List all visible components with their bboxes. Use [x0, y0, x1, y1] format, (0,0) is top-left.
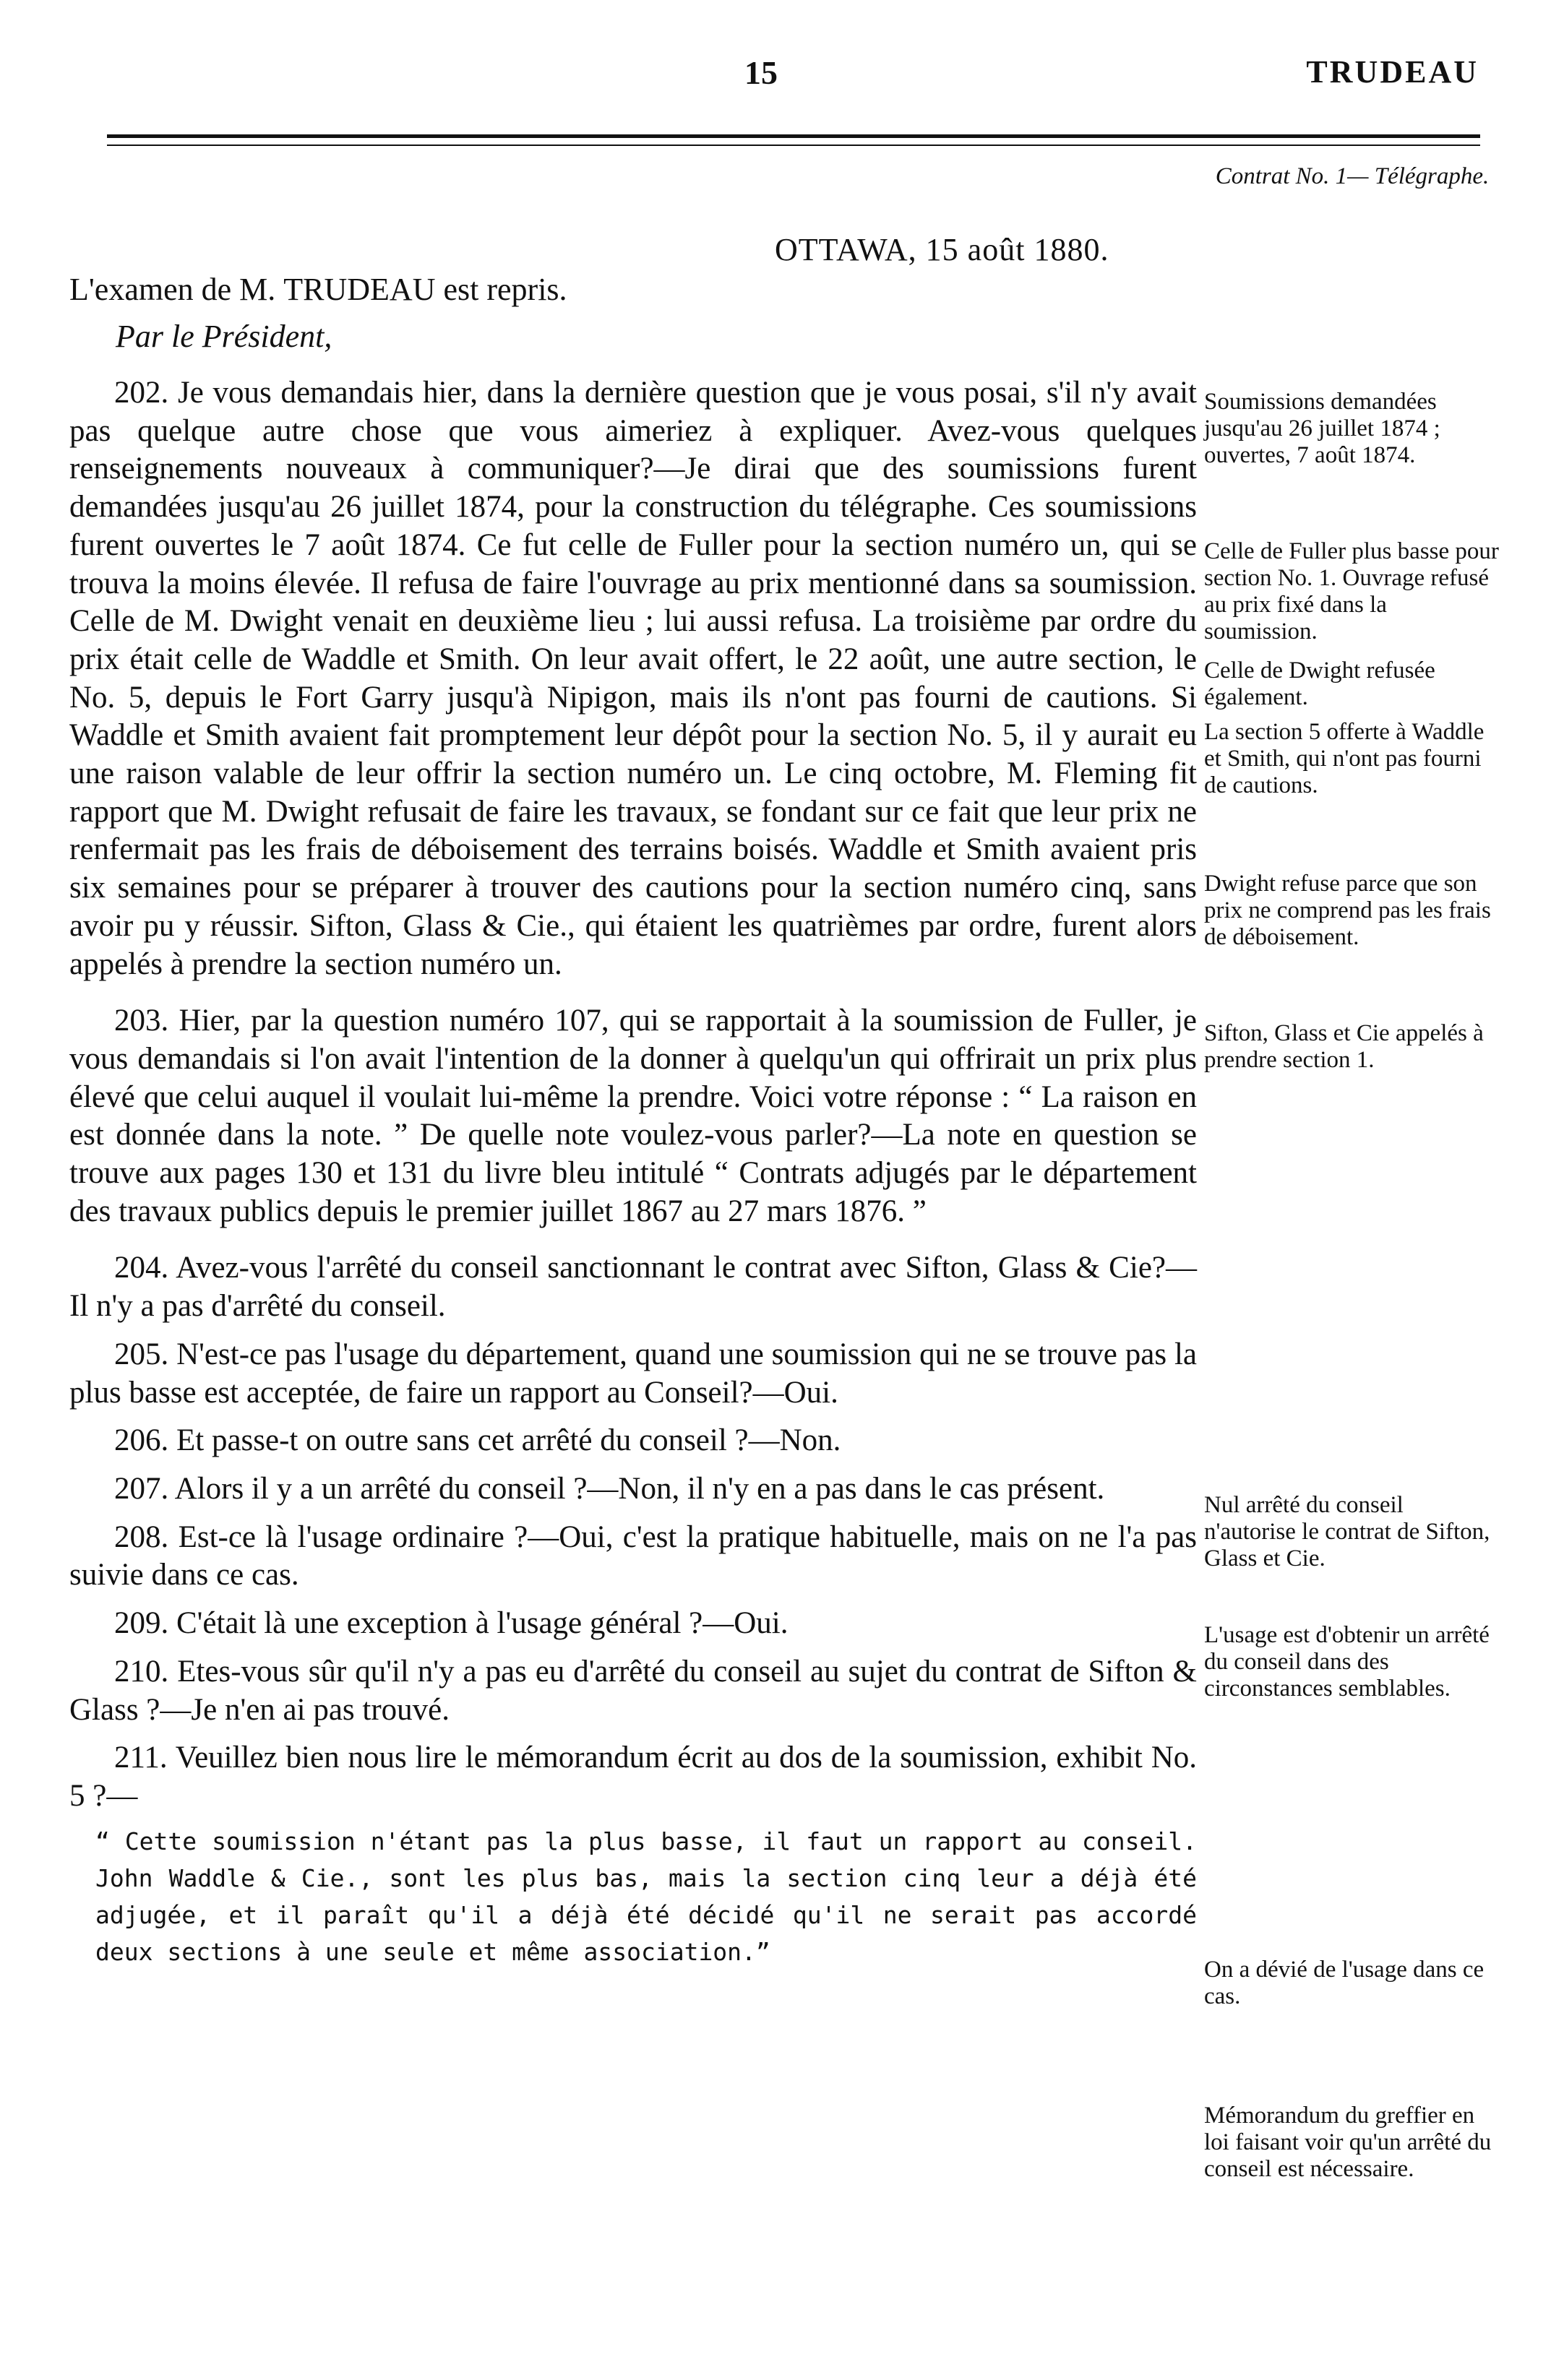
margin-note-usage: L'usage est d'obtenir un arrêté du conseil dans des circonstances semblables. — [1204, 1622, 1490, 1702]
paragraph-205 — [69, 1336, 1197, 1412]
paragraph-text: Alors il y a un arrêté du conseil ?—Non, il n'y en a pas dans le cas présent. — [174, 1471, 1105, 1506]
paragraph-number: 211. — [114, 1741, 168, 1775]
margin-note-soumissions: Soumissions demandées jusqu'au 26 juillet 1874 ; ouvertes, 7 août 1874. — [1204, 389, 1440, 468]
page-header — [0, 53, 1551, 104]
margin-note-contract: Contrat No. 1— Télégraphe. — [1215, 163, 1490, 189]
paragraph-206 — [69, 1422, 1197, 1460]
resume-name: TRUDEAU — [283, 272, 436, 307]
paragraph-204 — [69, 1249, 1197, 1325]
paragraph-208 — [69, 1519, 1197, 1595]
paragraph-number: 203. — [114, 1004, 169, 1038]
date-line: OTTAWA, 15 août 1880. — [775, 232, 1109, 267]
paragraph-number: 202. — [114, 376, 169, 410]
resume-prefix: L'examen de M. — [69, 272, 284, 307]
paragraph-text: Est-ce là l'usage ordinaire ?—Oui, c'est la pratique habituelle, mais on ne l'a pas suivie dans ce cas. — [69, 1519, 1197, 1592]
margin-note-devie: On a dévié de l'usage dans ce cas. — [1204, 1957, 1485, 2009]
resume-suffix: est repris. — [435, 272, 567, 307]
president-line: Par le Président, — [116, 319, 332, 354]
paragraph-number: 209. — [114, 1606, 169, 1641]
header-rule-thin — [107, 145, 1480, 146]
paragraph-number: 210. — [114, 1654, 169, 1689]
page-number: 15 — [744, 54, 778, 91]
paragraph-number: 207. — [114, 1471, 169, 1506]
header-rule-thick — [107, 134, 1480, 138]
paragraph-211 — [69, 1739, 1197, 1815]
margin-note-dwight: Celle de Dwight refusée également. — [1204, 657, 1435, 710]
paragraph-number: 205. — [114, 1337, 169, 1371]
paragraph-text: Hier, par la question numéro 107, qui se rapportait à la soumission de Fuller, je vous demandais si l'on avait l'intention de la donner à quelqu'un qui offrirait un prix plus élevé que celui auquel il voulait lui-même la prendre. Voici votre réponse : “ La raison en est donnée dans la note. ” De quelle note voulez-vous parler?—La note en question se trouve aux pages 130 et 131 du livre bleu intitulé “ Contrats adjugés par le département des travaux publics depuis le premier juillet 1867 au 27 mars 1876. ” — [69, 1004, 1198, 1228]
margin-note-nul-arrete: Nul arrêté du conseil n'autorise le contrat de Sifton, Glass et Cie. — [1204, 1492, 1490, 1571]
memorandum-quote: “ Cette soumission n'étant pas la plus basse, il faut un rapport au conseil. John Waddle & Cie., sont les plus bas, mais la section cinq leur a déjà été adjugée, et il paraît qu'il a déjà été décidé qu'il ne serait pas accordé deux sections à une seule et même association.” — [95, 1827, 1197, 1966]
paragraph-text: Veuillez bien nous lire le mémorandum écrit au dos de la soumission, exhibit No. 5 ?— — [69, 1741, 1197, 1813]
paragraph-text: Et passe-t on outre sans cet arrêté du conseil ?—Non. — [176, 1423, 841, 1458]
margin-note-deboisement: Dwight refuse parce que son prix ne comprend pas les frais de déboisement. — [1204, 871, 1491, 950]
paragraph-text: C'était là une exception à l'usage général ?—Oui. — [176, 1606, 789, 1641]
paragraph-number: 204. — [114, 1251, 169, 1285]
paragraph-text: N'est-ce pas l'usage du département, quand une soumission qui ne se trouve pas la plus basse est acceptée, de faire un rapport au Conseil?—Oui. — [69, 1337, 1197, 1410]
paragraph-207 — [69, 1470, 1197, 1509]
running-head: TRUDEAU — [1306, 54, 1479, 90]
margin-note-waddle: La section 5 offerte à Waddle et Smith, qui n'ont pas fourni de cautions. — [1204, 719, 1485, 798]
paragraph-number: 206. — [114, 1423, 169, 1458]
paragraph-203 — [69, 1002, 1197, 1230]
resume-line — [69, 271, 567, 308]
paragraph-210 — [69, 1653, 1197, 1729]
paragraph-209 — [69, 1605, 1197, 1643]
margin-note-sifton: Sifton, Glass et Cie appelés à prendre section 1. — [1204, 1020, 1484, 1073]
margin-note-fuller: Celle de Fuller plus basse pour section No. 1. Ouvrage refusé au prix fixé dans la soumission. — [1204, 538, 1499, 644]
paragraph-number: 208. — [114, 1519, 169, 1554]
paragraph-text: Avez-vous l'arrêté du conseil sanctionnant le contrat avec Sifton, Glass & Cie?—Il n'y a pas d'arrêté du conseil. — [69, 1251, 1197, 1324]
paragraph-text: Etes-vous sûr qu'il n'y a pas eu d'arrêté du conseil au sujet du contrat de Sifton & Glass ?—Je n'en ai pas trouvé. — [69, 1654, 1198, 1727]
margin-note-memorandum: Mémorandum du greffier en loi faisant voir qu'un arrêté du conseil est nécessaire. — [1204, 2103, 1492, 2182]
main-text — [69, 374, 1197, 1970]
paragraph-text: Je vous demandais hier, dans la dernière question que je vous posai, s'il n'y avait pas quelque autre chose que vous aimeriez à expliquer. Avez-vous quelques renseignements nouveaux à communiquer?—Je dirai que des soumissions furent demandées jusqu'au 26 juillet 1874, pour la construction du télégraphe. Ces soumissions furent ouvertes le 7 août 1874. Ce fut celle de Fuller pour la section numéro un, qui se trouva la moins élevée. Il refusa de faire l'ouvrage au prix mentionné dans sa soumission. Celle de M. Dwight venait en deuxième lieu ; lui aussi refusa. La troisième par ordre du prix était celle de Waddle et Smith. On leur avait offert, le 22 août, une autre section, le No. 5, depuis le Fort Garry jusqu'à Nipigon, mais ils n'ont pas fourni de cautions. Si Waddle et Smith avaient fait promptement leur dépôt pour la section No. 5, il y aurait eu une raison valable de leur offrir la section numéro un. Le cinq octobre, M. Fleming fit rapport que M. Dwight refusait de faire les travaux, se fondant sur ce fait que leur prix ne renfermait pas les frais de déboisement des terrains boisés. Waddle et Smith avaient pris six semaines pour se préparer à trouver des cautions pour la section numéro cinq, sans avoir pu y réussir. Sifton, Glass & Cie., qui étaient les quatrièmes par ordre, furent alors appelés à prendre la section numéro un. — [69, 376, 1197, 981]
paragraph-202 — [69, 374, 1197, 983]
